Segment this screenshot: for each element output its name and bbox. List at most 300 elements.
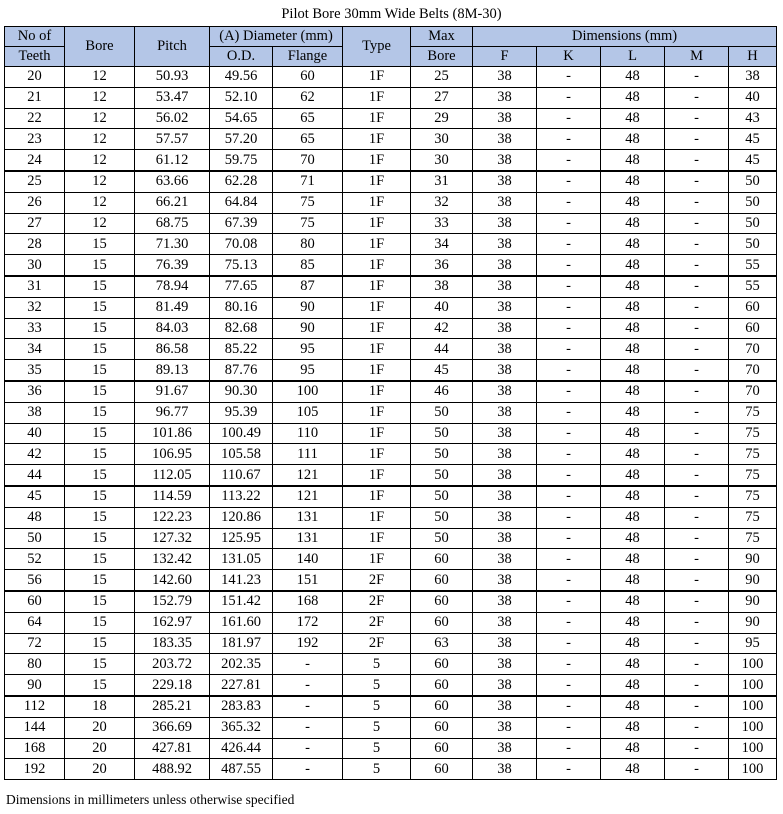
cell-teeth: 32	[5, 297, 65, 318]
cell-od: 181.97	[210, 633, 273, 654]
cell-bore: 12	[65, 150, 135, 171]
cell-k: -	[537, 192, 601, 213]
cell-pitch: 81.49	[135, 297, 210, 318]
cell-h: 38	[729, 67, 777, 88]
cell-h: 90	[729, 591, 777, 612]
cell-teeth: 72	[5, 633, 65, 654]
cell-pitch: 56.02	[135, 108, 210, 129]
cell-pitch: 50.93	[135, 67, 210, 88]
cell-k: -	[537, 654, 601, 675]
cell-max-bore: 50	[411, 444, 473, 465]
footnote: Dimensions in millimeters unless otherwise specified	[6, 792, 295, 807]
cell-m: -	[665, 339, 729, 360]
cell-h: 100	[729, 738, 777, 759]
cell-f: 38	[473, 612, 537, 633]
cell-bore: 15	[65, 402, 135, 423]
cell-flange: 131	[273, 528, 343, 549]
cell-bore: 15	[65, 654, 135, 675]
cell-od: 59.75	[210, 150, 273, 171]
cell-max-bore: 60	[411, 591, 473, 612]
cell-f: 38	[473, 129, 537, 150]
cell-m: -	[665, 633, 729, 654]
cell-type: 1F	[343, 444, 411, 465]
table-row	[5, 654, 777, 675]
cell-teeth: 50	[5, 528, 65, 549]
cell-h: 70	[729, 381, 777, 402]
cell-m: -	[665, 465, 729, 486]
cell-h: 55	[729, 255, 777, 276]
cell-type: 1F	[343, 486, 411, 507]
cell-max-bore: 40	[411, 297, 473, 318]
cell-m: -	[665, 234, 729, 255]
cell-teeth: 35	[5, 360, 65, 381]
cell-pitch: 122.23	[135, 507, 210, 528]
table-row	[5, 234, 777, 255]
cell-h: 50	[729, 171, 777, 192]
cell-m: -	[665, 612, 729, 633]
cell-h: 50	[729, 213, 777, 234]
cell-l: 48	[601, 67, 665, 88]
cell-l: 48	[601, 108, 665, 129]
cell-l: 48	[601, 507, 665, 528]
table-row	[5, 423, 777, 444]
cell-max-bore: 60	[411, 738, 473, 759]
cell-max-bore: 32	[411, 192, 473, 213]
header-h: H	[729, 47, 777, 67]
cell-flange: 168	[273, 591, 343, 612]
cell-f: 38	[473, 444, 537, 465]
cell-m: -	[665, 297, 729, 318]
cell-m: -	[665, 360, 729, 381]
cell-teeth: 30	[5, 255, 65, 276]
cell-max-bore: 36	[411, 255, 473, 276]
table-row	[5, 381, 777, 402]
cell-f: 38	[473, 633, 537, 654]
cell-bore: 15	[65, 591, 135, 612]
cell-pitch: 285.21	[135, 696, 210, 717]
cell-m: -	[665, 87, 729, 108]
cell-h: 75	[729, 423, 777, 444]
header-bore: Bore	[65, 27, 135, 67]
table-row	[5, 759, 777, 780]
cell-k: -	[537, 528, 601, 549]
cell-flange: 90	[273, 318, 343, 339]
cell-l: 48	[601, 654, 665, 675]
cell-od: 125.95	[210, 528, 273, 549]
cell-l: 48	[601, 87, 665, 108]
cell-teeth: 20	[5, 67, 65, 88]
header-type: Type	[343, 27, 411, 67]
cell-pitch: 488.92	[135, 759, 210, 780]
cell-pitch: 78.94	[135, 276, 210, 297]
cell-od: 120.86	[210, 507, 273, 528]
table-row	[5, 444, 777, 465]
cell-teeth: 192	[5, 759, 65, 780]
cell-k: -	[537, 255, 601, 276]
cell-bore: 12	[65, 108, 135, 129]
cell-max-bore: 25	[411, 67, 473, 88]
cell-m: -	[665, 759, 729, 780]
cell-flange: 151	[273, 570, 343, 591]
cell-m: -	[665, 423, 729, 444]
cell-max-bore: 60	[411, 675, 473, 696]
cell-l: 48	[601, 528, 665, 549]
cell-h: 90	[729, 570, 777, 591]
cell-m: -	[665, 318, 729, 339]
cell-max-bore: 45	[411, 360, 473, 381]
cell-od: 202.35	[210, 654, 273, 675]
cell-max-bore: 33	[411, 213, 473, 234]
table-row	[5, 738, 777, 759]
cell-h: 100	[729, 675, 777, 696]
cell-flange: 70	[273, 150, 343, 171]
cell-l: 48	[601, 360, 665, 381]
table-row	[5, 549, 777, 570]
cell-h: 90	[729, 612, 777, 633]
table-row	[5, 675, 777, 696]
cell-od: 161.60	[210, 612, 273, 633]
cell-type: 5	[343, 675, 411, 696]
table-row	[5, 171, 777, 192]
cell-bore: 15	[65, 675, 135, 696]
cell-teeth: 23	[5, 129, 65, 150]
cell-teeth: 42	[5, 444, 65, 465]
cell-pitch: 366.69	[135, 717, 210, 738]
table-row	[5, 255, 777, 276]
cell-h: 100	[729, 654, 777, 675]
cell-bore: 20	[65, 717, 135, 738]
cell-m: -	[665, 675, 729, 696]
cell-pitch: 76.39	[135, 255, 210, 276]
cell-h: 100	[729, 717, 777, 738]
table-row	[5, 192, 777, 213]
cell-m: -	[665, 549, 729, 570]
cell-f: 38	[473, 67, 537, 88]
cell-l: 48	[601, 696, 665, 717]
cell-f: 38	[473, 276, 537, 297]
cell-f: 38	[473, 234, 537, 255]
cell-bore: 12	[65, 67, 135, 88]
cell-k: -	[537, 696, 601, 717]
cell-h: 60	[729, 297, 777, 318]
cell-type: 1F	[343, 528, 411, 549]
cell-pitch: 114.59	[135, 486, 210, 507]
cell-flange: 192	[273, 633, 343, 654]
cell-pitch: 162.97	[135, 612, 210, 633]
cell-flange: 110	[273, 423, 343, 444]
cell-od: 57.20	[210, 129, 273, 150]
cell-bore: 15	[65, 570, 135, 591]
cell-m: -	[665, 444, 729, 465]
cell-type: 1F	[343, 549, 411, 570]
cell-teeth: 28	[5, 234, 65, 255]
cell-max-bore: 60	[411, 717, 473, 738]
table-body	[5, 67, 777, 780]
cell-k: -	[537, 759, 601, 780]
cell-f: 38	[473, 213, 537, 234]
cell-od: 151.42	[210, 591, 273, 612]
cell-m: -	[665, 717, 729, 738]
cell-type: 1F	[343, 465, 411, 486]
cell-h: 45	[729, 129, 777, 150]
table-row	[5, 465, 777, 486]
table-row	[5, 213, 777, 234]
table-row	[5, 612, 777, 633]
cell-k: -	[537, 234, 601, 255]
cell-f: 38	[473, 87, 537, 108]
cell-teeth: 44	[5, 465, 65, 486]
cell-od: 113.22	[210, 486, 273, 507]
cell-h: 45	[729, 150, 777, 171]
cell-f: 38	[473, 297, 537, 318]
cell-max-bore: 50	[411, 528, 473, 549]
cell-teeth: 112	[5, 696, 65, 717]
table-row	[5, 150, 777, 171]
cell-l: 48	[601, 381, 665, 402]
cell-od: 52.10	[210, 87, 273, 108]
cell-teeth: 25	[5, 171, 65, 192]
cell-h: 50	[729, 234, 777, 255]
cell-flange: 71	[273, 171, 343, 192]
cell-f: 38	[473, 549, 537, 570]
cell-pitch: 427.81	[135, 738, 210, 759]
cell-l: 48	[601, 339, 665, 360]
cell-m: -	[665, 171, 729, 192]
cell-od: 67.39	[210, 213, 273, 234]
cell-l: 48	[601, 549, 665, 570]
cell-m: -	[665, 213, 729, 234]
cell-m: -	[665, 507, 729, 528]
cell-max-bore: 60	[411, 549, 473, 570]
cell-type: 1F	[343, 234, 411, 255]
cell-type: 1F	[343, 360, 411, 381]
cell-k: -	[537, 675, 601, 696]
cell-type: 2F	[343, 570, 411, 591]
cell-f: 38	[473, 402, 537, 423]
cell-type: 1F	[343, 318, 411, 339]
cell-l: 48	[601, 444, 665, 465]
cell-od: 100.49	[210, 423, 273, 444]
cell-k: -	[537, 612, 601, 633]
cell-k: -	[537, 276, 601, 297]
table-row	[5, 87, 777, 108]
cell-m: -	[665, 129, 729, 150]
cell-m: -	[665, 738, 729, 759]
cell-bore: 12	[65, 87, 135, 108]
cell-od: 87.76	[210, 360, 273, 381]
cell-pitch: 96.77	[135, 402, 210, 423]
cell-l: 48	[601, 255, 665, 276]
cell-flange: -	[273, 675, 343, 696]
cell-teeth: 22	[5, 108, 65, 129]
cell-f: 38	[473, 192, 537, 213]
cell-l: 48	[601, 276, 665, 297]
cell-f: 38	[473, 423, 537, 444]
cell-bore: 15	[65, 486, 135, 507]
cell-k: -	[537, 108, 601, 129]
cell-m: -	[665, 381, 729, 402]
cell-h: 90	[729, 549, 777, 570]
cell-max-bore: 27	[411, 87, 473, 108]
cell-k: -	[537, 67, 601, 88]
cell-bore: 15	[65, 276, 135, 297]
cell-teeth: 56	[5, 570, 65, 591]
cell-f: 38	[473, 486, 537, 507]
cell-pitch: 229.18	[135, 675, 210, 696]
cell-type: 1F	[343, 297, 411, 318]
cell-f: 38	[473, 360, 537, 381]
cell-type: 1F	[343, 339, 411, 360]
cell-od: 75.13	[210, 255, 273, 276]
cell-m: -	[665, 696, 729, 717]
cell-k: -	[537, 570, 601, 591]
cell-h: 55	[729, 276, 777, 297]
cell-k: -	[537, 150, 601, 171]
cell-l: 48	[601, 486, 665, 507]
header-max-bore-line1: Max	[411, 27, 473, 47]
cell-type: 1F	[343, 171, 411, 192]
cell-h: 40	[729, 87, 777, 108]
cell-flange: 85	[273, 255, 343, 276]
cell-max-bore: 30	[411, 129, 473, 150]
cell-l: 48	[601, 213, 665, 234]
cell-flange: 95	[273, 339, 343, 360]
cell-type: 2F	[343, 612, 411, 633]
cell-k: -	[537, 360, 601, 381]
cell-teeth: 52	[5, 549, 65, 570]
cell-k: -	[537, 87, 601, 108]
table-row	[5, 528, 777, 549]
cell-m: -	[665, 108, 729, 129]
table-row	[5, 129, 777, 150]
cell-od: 49.56	[210, 67, 273, 88]
cell-k: -	[537, 591, 601, 612]
cell-max-bore: 60	[411, 696, 473, 717]
cell-m: -	[665, 192, 729, 213]
header-no-of-teeth-line2: Teeth	[5, 47, 65, 67]
cell-flange: 65	[273, 108, 343, 129]
cell-pitch: 53.47	[135, 87, 210, 108]
cell-teeth: 60	[5, 591, 65, 612]
cell-f: 38	[473, 528, 537, 549]
pulley-spec-table	[4, 26, 777, 780]
cell-k: -	[537, 465, 601, 486]
cell-flange: 60	[273, 67, 343, 88]
cell-max-bore: 50	[411, 486, 473, 507]
cell-type: 1F	[343, 276, 411, 297]
cell-bore: 12	[65, 171, 135, 192]
cell-f: 38	[473, 696, 537, 717]
cell-teeth: 24	[5, 150, 65, 171]
cell-bore: 15	[65, 444, 135, 465]
cell-od: 85.22	[210, 339, 273, 360]
cell-type: 1F	[343, 255, 411, 276]
cell-f: 38	[473, 339, 537, 360]
header-f: F	[473, 47, 537, 67]
cell-flange: 100	[273, 381, 343, 402]
cell-bore: 15	[65, 318, 135, 339]
cell-type: 1F	[343, 507, 411, 528]
cell-l: 48	[601, 234, 665, 255]
header-dimensions: Dimensions (mm)	[473, 27, 777, 47]
cell-k: -	[537, 318, 601, 339]
cell-l: 48	[601, 318, 665, 339]
cell-pitch: 203.72	[135, 654, 210, 675]
cell-l: 48	[601, 129, 665, 150]
table-row	[5, 591, 777, 612]
table-row	[5, 297, 777, 318]
cell-max-bore: 44	[411, 339, 473, 360]
cell-flange: 80	[273, 234, 343, 255]
header-no-of-teeth-line1: No of	[5, 27, 65, 47]
cell-k: -	[537, 486, 601, 507]
cell-f: 38	[473, 654, 537, 675]
cell-flange: 75	[273, 213, 343, 234]
cell-f: 38	[473, 255, 537, 276]
cell-flange: 87	[273, 276, 343, 297]
cell-od: 70.08	[210, 234, 273, 255]
cell-teeth: 80	[5, 654, 65, 675]
cell-max-bore: 31	[411, 171, 473, 192]
cell-k: -	[537, 738, 601, 759]
cell-flange: 105	[273, 402, 343, 423]
cell-h: 75	[729, 528, 777, 549]
cell-flange: -	[273, 717, 343, 738]
cell-f: 38	[473, 318, 537, 339]
cell-type: 5	[343, 696, 411, 717]
cell-bore: 15	[65, 423, 135, 444]
cell-teeth: 64	[5, 612, 65, 633]
cell-max-bore: 38	[411, 276, 473, 297]
cell-h: 100	[729, 759, 777, 780]
cell-h: 70	[729, 360, 777, 381]
cell-pitch: 63.66	[135, 171, 210, 192]
cell-f: 38	[473, 381, 537, 402]
cell-l: 48	[601, 570, 665, 591]
cell-l: 48	[601, 402, 665, 423]
cell-max-bore: 50	[411, 402, 473, 423]
cell-type: 1F	[343, 129, 411, 150]
cell-od: 487.55	[210, 759, 273, 780]
cell-type: 1F	[343, 381, 411, 402]
cell-m: -	[665, 67, 729, 88]
cell-flange: -	[273, 759, 343, 780]
cell-m: -	[665, 255, 729, 276]
cell-teeth: 90	[5, 675, 65, 696]
cell-type: 5	[343, 738, 411, 759]
cell-max-bore: 30	[411, 150, 473, 171]
table-row	[5, 402, 777, 423]
cell-h: 43	[729, 108, 777, 129]
cell-max-bore: 60	[411, 570, 473, 591]
table-row	[5, 318, 777, 339]
cell-max-bore: 34	[411, 234, 473, 255]
cell-f: 38	[473, 570, 537, 591]
cell-flange: -	[273, 654, 343, 675]
cell-teeth: 33	[5, 318, 65, 339]
cell-bore: 12	[65, 213, 135, 234]
cell-od: 77.65	[210, 276, 273, 297]
table-row	[5, 486, 777, 507]
cell-h: 75	[729, 402, 777, 423]
cell-flange: 140	[273, 549, 343, 570]
cell-l: 48	[601, 465, 665, 486]
cell-flange: 131	[273, 507, 343, 528]
cell-type: 5	[343, 717, 411, 738]
header-m: M	[665, 47, 729, 67]
cell-max-bore: 29	[411, 108, 473, 129]
cell-max-bore: 50	[411, 465, 473, 486]
